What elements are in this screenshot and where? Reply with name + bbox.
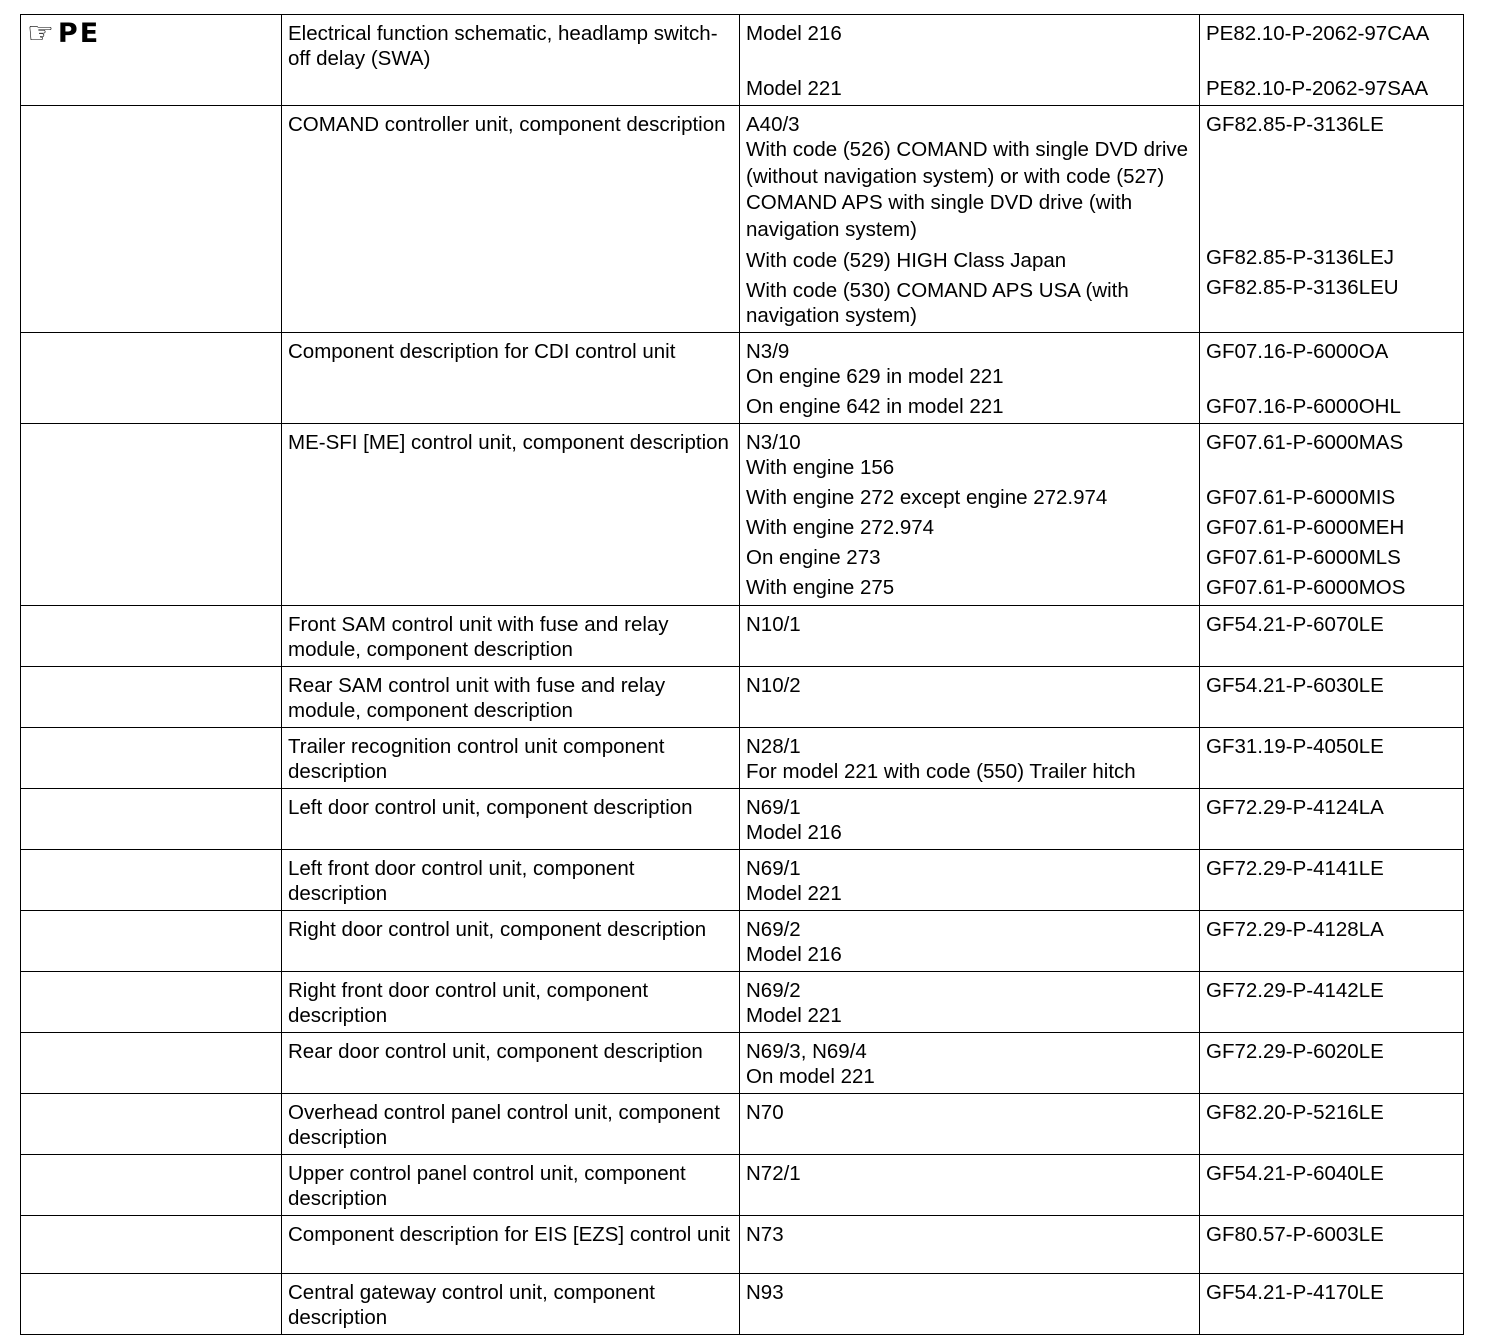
component-cell bbox=[740, 333, 1200, 424]
component-cell bbox=[740, 789, 1200, 850]
variant-entry: With engine 156 bbox=[746, 456, 895, 479]
code-cell: GF31.19-P-4050LE bbox=[1200, 728, 1464, 789]
marker-cell bbox=[21, 1094, 282, 1155]
description-cell: Upper control panel control unit, component description bbox=[282, 1155, 740, 1216]
marker-cell bbox=[21, 667, 282, 728]
component-cell bbox=[740, 850, 1200, 911]
component-id: N69/1 bbox=[746, 857, 801, 880]
marker-cell bbox=[21, 789, 282, 850]
code-cell: GF82.20-P-5216LE bbox=[1200, 1094, 1464, 1155]
model-cell bbox=[740, 15, 1200, 106]
component-cell: N10/1 bbox=[740, 606, 1200, 667]
code-cell: GF54.21-P-6040LE bbox=[1200, 1155, 1464, 1216]
component-id: N3/9 bbox=[746, 340, 790, 363]
variant-entry: With code (529) HIGH Class Japan bbox=[746, 249, 1067, 272]
table-row bbox=[21, 789, 1464, 850]
table-row bbox=[21, 333, 1464, 424]
variant-entry: With engine 272 except engine 272.974 bbox=[746, 486, 1108, 509]
table-row bbox=[21, 1155, 1464, 1216]
marker-cell bbox=[21, 728, 282, 789]
document-code: GF07.61-P-6000MIS bbox=[1206, 486, 1396, 509]
description-cell: Front SAM control unit with fuse and relay module, component description bbox=[282, 606, 740, 667]
component-id: A40/3 bbox=[746, 113, 800, 136]
variant-note: Model 221 bbox=[746, 1004, 842, 1027]
description-cell: COMAND controller unit, component description bbox=[282, 106, 740, 333]
table-row bbox=[21, 424, 1464, 606]
component-cell bbox=[740, 106, 1200, 333]
code-cell: GF54.21-P-6030LE bbox=[1200, 667, 1464, 728]
variant-entry: On engine 629 in model 221 bbox=[746, 365, 1004, 388]
code-cell: GF72.29-P-4141LE bbox=[1200, 850, 1464, 911]
code-cell bbox=[1200, 15, 1464, 106]
component-cell bbox=[740, 1033, 1200, 1094]
document-code: GF07.61-P-6000MEH bbox=[1206, 516, 1405, 539]
code-cell bbox=[1200, 106, 1464, 333]
variant-note: Model 216 bbox=[746, 943, 842, 966]
pointing-hand-icon: ☞ bbox=[27, 16, 54, 51]
document-code: GF07.61-P-6000MLS bbox=[1206, 546, 1401, 569]
pe-marker bbox=[27, 16, 276, 51]
document-code: GF07.16-P-6000OA bbox=[1206, 340, 1389, 363]
code-cell bbox=[1200, 424, 1464, 606]
component-cell bbox=[740, 911, 1200, 972]
description-cell: ME-SFI [ME] control unit, component description bbox=[282, 424, 740, 606]
table-row bbox=[21, 106, 1464, 333]
marker-cell bbox=[21, 106, 282, 333]
table-row bbox=[21, 1216, 1464, 1274]
variant-entry: On engine 273 bbox=[746, 546, 881, 569]
variant-entry: On engine 642 in model 221 bbox=[746, 395, 1004, 418]
marker-cell bbox=[21, 911, 282, 972]
variant-note: Model 216 bbox=[746, 821, 842, 844]
table-row bbox=[21, 972, 1464, 1033]
document-code: PE82.10-P-2062-97SAA bbox=[1206, 77, 1429, 100]
description-cell: Component description for CDI control unit bbox=[282, 333, 740, 424]
marker-cell bbox=[21, 606, 282, 667]
table-row bbox=[21, 15, 1464, 106]
code-cell: GF72.29-P-6020LE bbox=[1200, 1033, 1464, 1094]
marker-cell bbox=[21, 15, 282, 106]
marker-cell bbox=[21, 1216, 282, 1274]
variant-note: For model 221 with code (550) Trailer hitch bbox=[746, 760, 1136, 783]
description-cell: Right front door control unit, component description bbox=[282, 972, 740, 1033]
component-cell: N10/2 bbox=[740, 667, 1200, 728]
marker-cell bbox=[21, 424, 282, 606]
marker-cell bbox=[21, 1033, 282, 1094]
component-id: N69/3, N69/4 bbox=[746, 1040, 867, 1063]
code-cell: GF54.21-P-4170LE bbox=[1200, 1274, 1464, 1335]
table-row bbox=[21, 911, 1464, 972]
code-cell: GF72.29-P-4128LA bbox=[1200, 911, 1464, 972]
component-cell bbox=[740, 728, 1200, 789]
pe-label: PE bbox=[57, 18, 101, 49]
code-cell: GF54.21-P-6070LE bbox=[1200, 606, 1464, 667]
marker-cell bbox=[21, 1155, 282, 1216]
document-code: GF07.16-P-6000OHL bbox=[1206, 395, 1401, 418]
model-entry: Model 221 bbox=[746, 77, 842, 100]
document-code: PE82.10-P-2062-97CAA bbox=[1206, 22, 1430, 45]
marker-cell bbox=[21, 333, 282, 424]
component-id: N28/1 bbox=[746, 735, 801, 758]
description-cell: Trailer recognition control unit component description bbox=[282, 728, 740, 789]
document-code: GF82.85-P-3136LEU bbox=[1206, 276, 1399, 299]
table-row bbox=[21, 1033, 1464, 1094]
description-cell: Rear SAM control unit with fuse and relay module, component description bbox=[282, 667, 740, 728]
variant-entry: With code (530) COMAND APS USA (with navigation system) bbox=[746, 279, 1129, 327]
table-row bbox=[21, 606, 1464, 667]
reference-table bbox=[20, 14, 1464, 1335]
table-row bbox=[21, 1274, 1464, 1335]
code-cell bbox=[1200, 333, 1464, 424]
variant-note: Model 221 bbox=[746, 882, 842, 905]
description-cell: Right door control unit, component description bbox=[282, 911, 740, 972]
component-cell bbox=[740, 972, 1200, 1033]
component-cell: N73 bbox=[740, 1216, 1200, 1274]
table-row bbox=[21, 667, 1464, 728]
component-cell: N70 bbox=[740, 1094, 1200, 1155]
component-cell: N72/1 bbox=[740, 1155, 1200, 1216]
description-cell: Overhead control panel control unit, component description bbox=[282, 1094, 740, 1155]
document-code: GF82.85-P-3136LE bbox=[1206, 113, 1384, 136]
code-cell: GF72.29-P-4142LE bbox=[1200, 972, 1464, 1033]
component-id: N69/2 bbox=[746, 918, 801, 941]
description-cell: Central gateway control unit, component description bbox=[282, 1274, 740, 1335]
model-entry: Model 216 bbox=[746, 22, 842, 45]
marker-cell bbox=[21, 1274, 282, 1335]
table-row bbox=[21, 728, 1464, 789]
table-row bbox=[21, 850, 1464, 911]
description-cell: Electrical function schematic, headlamp switch-off delay (SWA) bbox=[282, 15, 740, 106]
document-code: GF07.61-P-6000MAS bbox=[1206, 431, 1404, 454]
code-cell: GF72.29-P-4124LA bbox=[1200, 789, 1464, 850]
component-cell: N93 bbox=[740, 1274, 1200, 1335]
description-cell: Left door control unit, component description bbox=[282, 789, 740, 850]
marker-cell bbox=[21, 972, 282, 1033]
description-cell: Left front door control unit, component description bbox=[282, 850, 740, 911]
table-row bbox=[21, 1094, 1464, 1155]
code-cell: GF80.57-P-6003LE bbox=[1200, 1216, 1464, 1274]
document-code: GF07.61-P-6000MOS bbox=[1206, 576, 1406, 599]
variant-entry: With engine 272.974 bbox=[746, 516, 935, 539]
description-cell: Rear door control unit, component description bbox=[282, 1033, 740, 1094]
variant-entry: With engine 275 bbox=[746, 576, 895, 599]
component-id: N69/2 bbox=[746, 979, 801, 1002]
component-cell bbox=[740, 424, 1200, 606]
document-code: GF82.85-P-3136LEJ bbox=[1206, 246, 1395, 269]
variant-note: On model 221 bbox=[746, 1065, 875, 1088]
component-id: N69/1 bbox=[746, 796, 801, 819]
marker-cell bbox=[21, 850, 282, 911]
variant-entry: With code (526) COMAND with single DVD drive (without navigation system) or with code (527) COMAND APS with single DVD drive (with navigation system) bbox=[746, 138, 1189, 241]
description-cell: Component description for EIS [EZS] control unit bbox=[282, 1216, 740, 1274]
component-id: N3/10 bbox=[746, 431, 801, 454]
